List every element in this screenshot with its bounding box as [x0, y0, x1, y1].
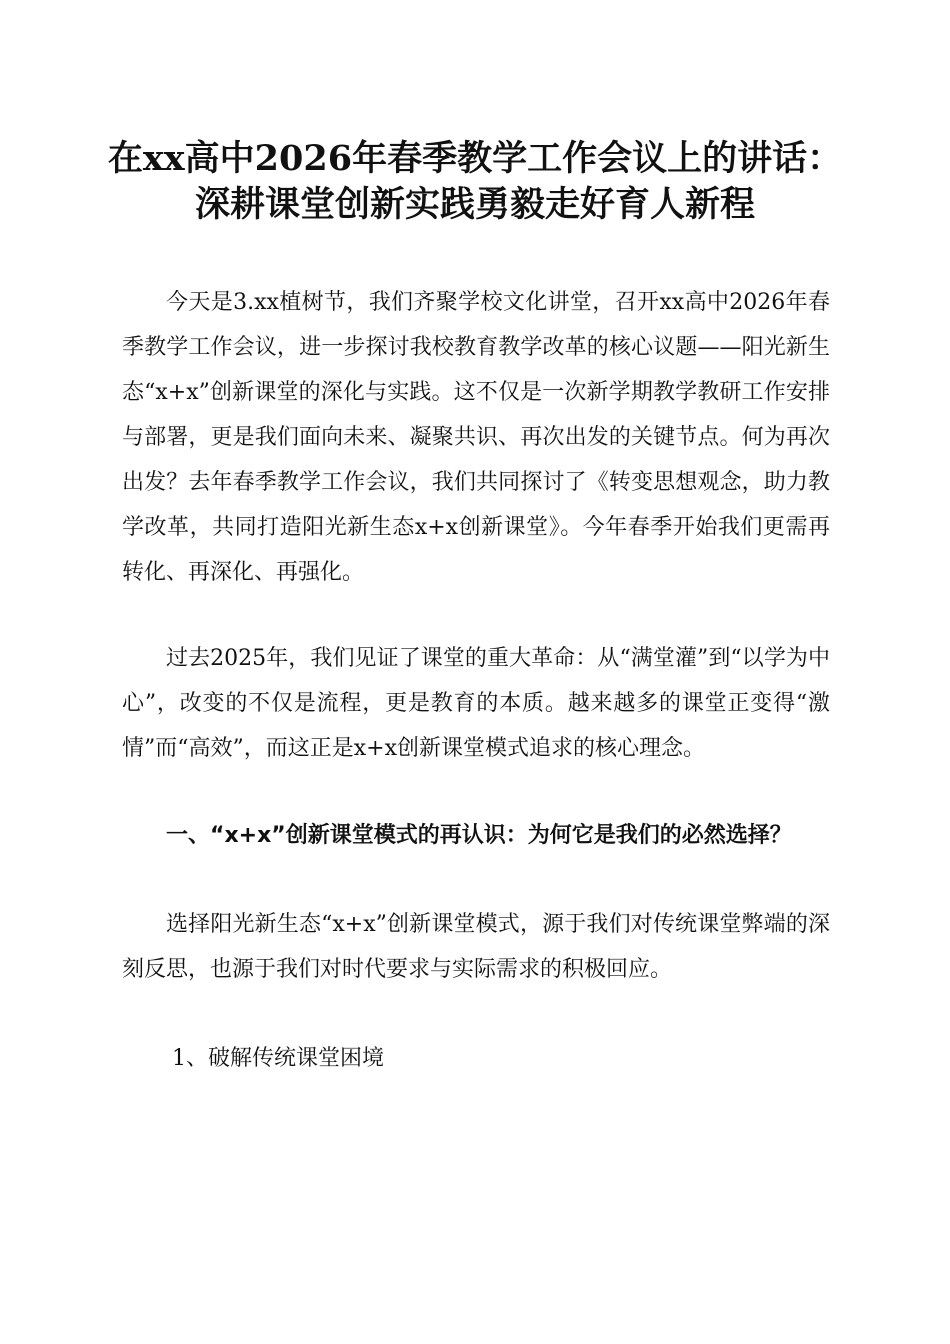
subheading-1: 1、破解传统课堂困境 [172, 1046, 384, 1071]
paragraph-review-2025: 过去2025年，我们见证了课堂的重大革命：从“满堂灌”到“以学为中心”，改变的不仅是流程，更是教育的本质。越来越多的课堂正变得“激情”而“高效”，而这正是x+x创新课堂模式追求的核心理念。 [122, 646, 830, 761]
document-title-line-1: 在xx高中2026年春季教学工作会议上的讲话： [107, 138, 843, 179]
section-heading-1: 一、“x+x”创新课堂模式的再认识：为何它是我们的必然选择？ [166, 823, 792, 848]
paragraph-section-1: 选择阳光新生态“x+x”创新课堂模式，源于我们对传统课堂弊端的深刻反思，也源于我们对时代要求与实际需求的积极回应。 [122, 912, 830, 982]
paragraph-intro: 今天是3.xx植树节，我们齐聚学校文化讲堂，召开xx高中2026年春季教学工作会议，进一步探讨我校教育教学改革的核心议题——阳光新生态“x+x”创新课堂的深化与实践。这不仅是一次新学期教学教研工作安排与部署，更是我们面向未来、凝聚共识、再次出发的关键节点。何为再次出发？去年春季教学工作会议，我们共同探讨了《转变思想观念，助力教学改革，共同打造阳光新生态x+x创新课堂》。今年春季开始我们更需再转化、再深化、再强化。 [122, 290, 830, 585]
document-title-line-2: 深耕课堂创新实践勇毅走好育人新程 [194, 184, 755, 225]
